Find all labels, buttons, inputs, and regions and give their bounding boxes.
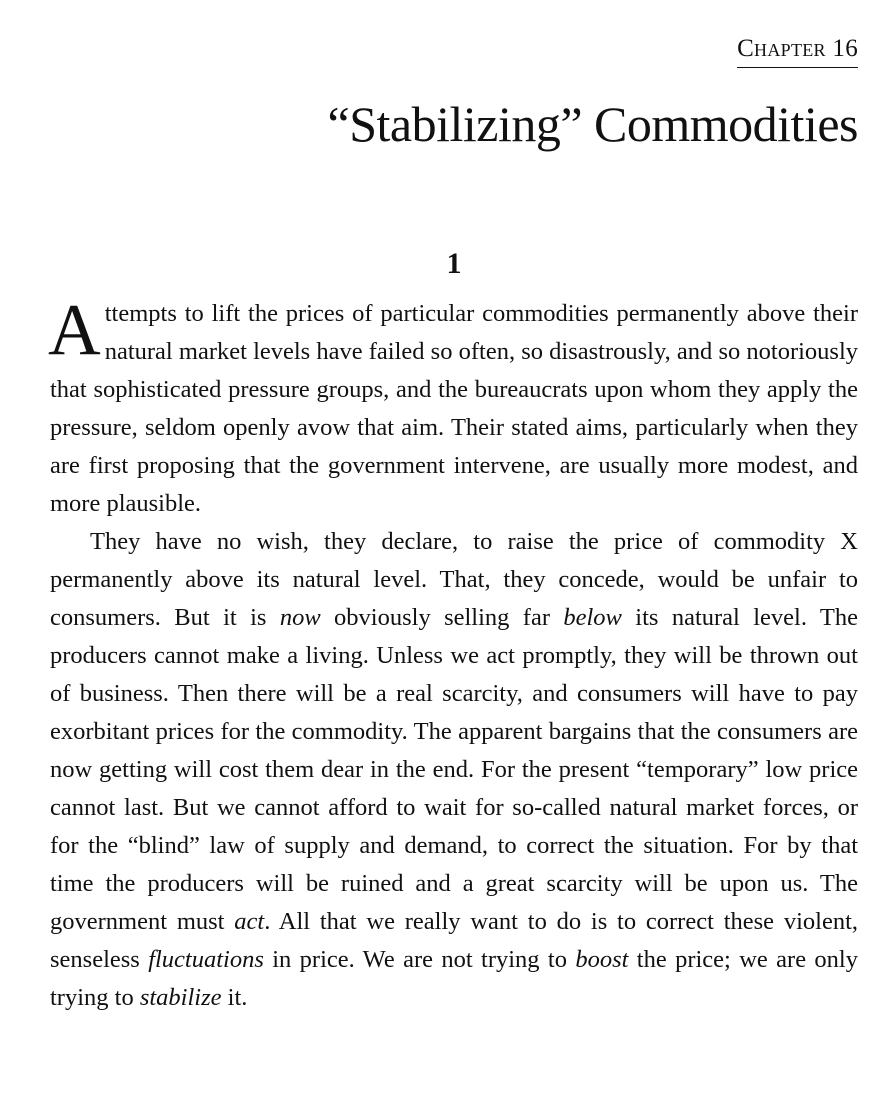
paragraph-1-text: ttempts to lift the prices of particular commodities permanently above their natural market levels have failed so often, so disastrously, and so notoriously that sophisticated pressure groups, and the bureaucrats upon whom they apply the pressure, seldom openly avow that aim. Their stated aims, particularly when they are first proposing that the government intervene, are usually more modest, and more plausible. — [50, 300, 858, 517]
paragraph-2-seg1: They have no wish, they declare, to raise the price of commodity X permanently above its natural level. That, they concede, would be unfair to consumers. But it is — [50, 528, 858, 631]
paragraph-2-seg4: . All that we really want to do is to correct these violent, senseless — [50, 908, 858, 973]
body-text — [48, 289, 859, 1017]
emphasis-now: now — [279, 604, 321, 631]
emphasis-boost: boost — [575, 946, 629, 973]
chapter-label: Chapter 16 — [737, 34, 858, 68]
book-page — [50, 0, 858, 1118]
paragraph-2 — [50, 523, 858, 1017]
paragraph-2-seg2: obviously selling far — [320, 604, 564, 631]
emphasis-fluctuations: fluctuations — [148, 946, 264, 973]
section-number: 1 — [446, 247, 462, 280]
emphasis-below: below — [563, 604, 622, 631]
paragraph-2-seg5: in price. We are not trying to — [263, 946, 576, 973]
paragraph-2-seg7: it. — [221, 984, 248, 1011]
paragraph-1 — [48, 289, 858, 523]
chapter-title: “Stabilizing” Commodities — [327, 96, 858, 152]
emphasis-act: act — [234, 908, 265, 935]
paragraph-2-seg6: the price; we are only trying to — [50, 946, 858, 1011]
emphasis-stabilize: stabilize — [139, 984, 222, 1011]
drop-cap: A — [48, 289, 101, 370]
paragraph-2-seg3: its natural level. The producers cannot make a living. Unless we act promptly, they will be thrown out of business. Then there will be a real scarcity, and consumers will have to pay exorbitant prices for the commodity. The apparent bargains that the consumers are now getting will cost them dear in the end. For the present “temporary” low price cannot last. But we cannot afford to wait for so-called natural market forces, or for the “blind” law of supply and demand, to correct the situation. For by that time the producers will be ruined and a great scarcity will be upon us. The government must — [50, 604, 859, 935]
